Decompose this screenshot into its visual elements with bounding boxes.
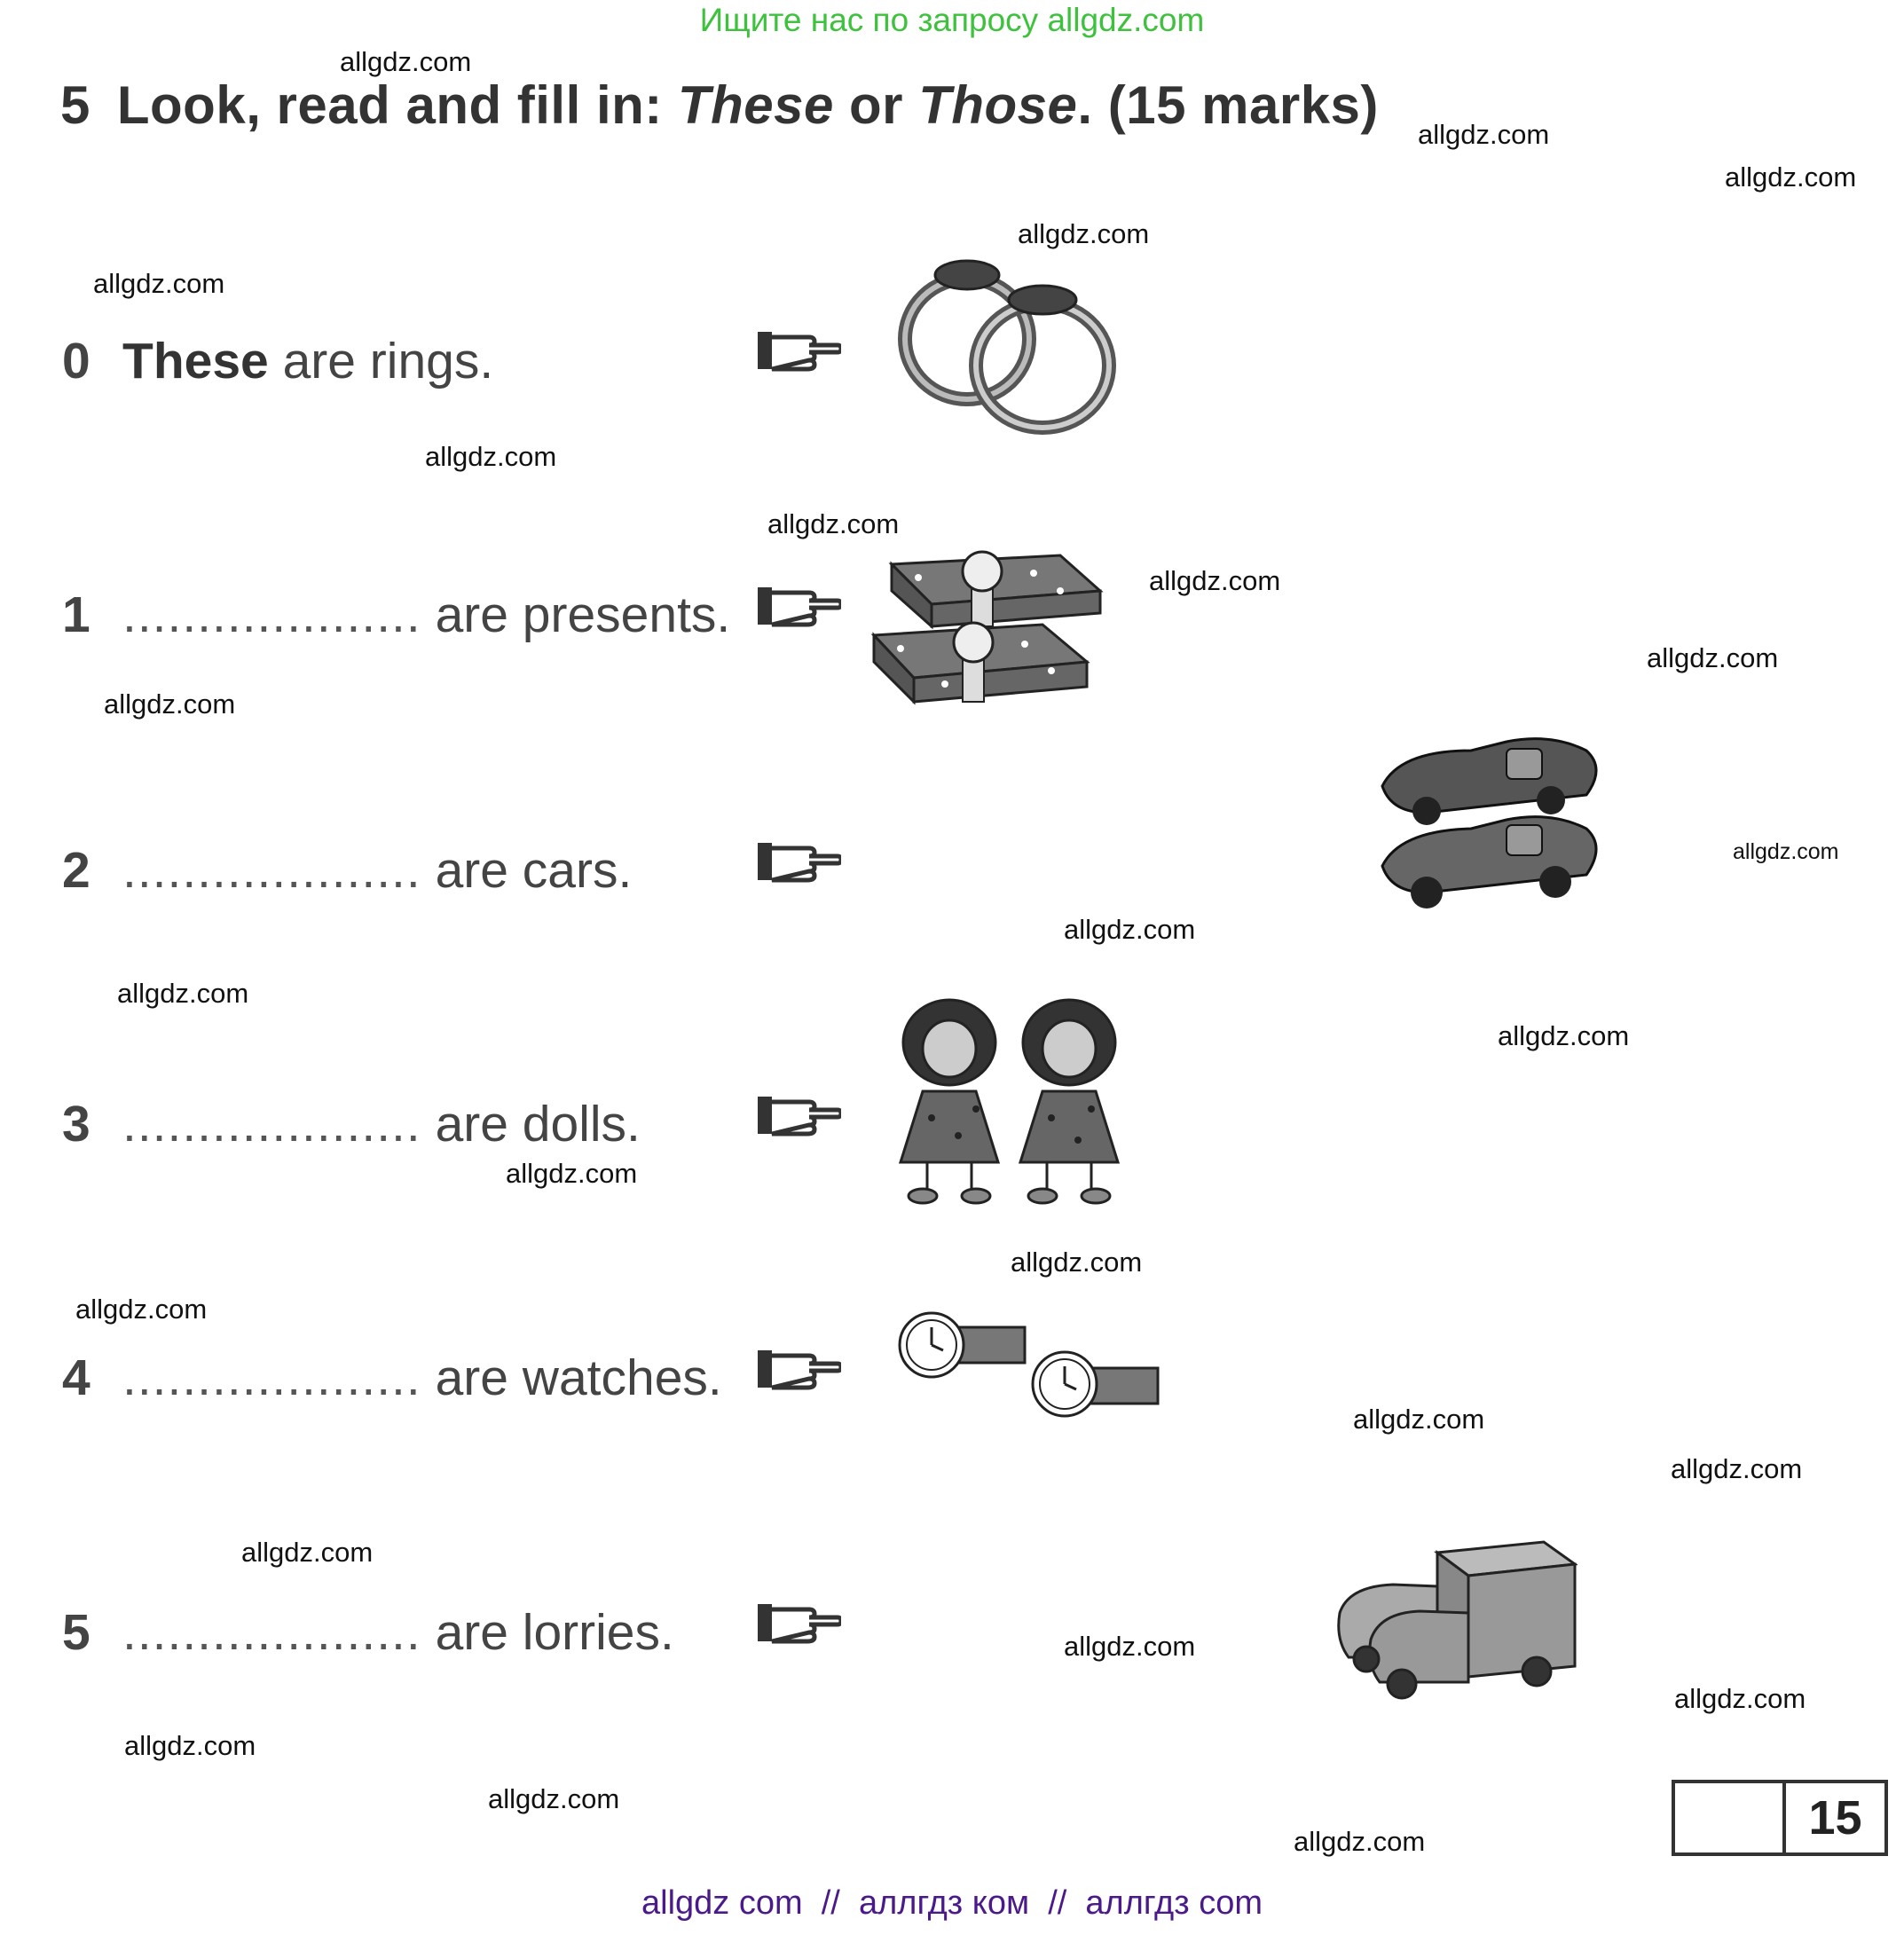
row-number: 4: [62, 1349, 90, 1406]
watermark: allgdz.com: [506, 1158, 638, 1189]
top-banner: Ищите нас по запросу allgdz.com: [699, 2, 1205, 38]
row-number: 0: [62, 333, 90, 389]
lorries-picture: [1331, 1533, 1577, 1702]
watermark: allgdz.com: [1647, 642, 1779, 673]
watermark: allgdz.com: [1725, 161, 1857, 193]
answer-blank[interactable]: ....................: [122, 1096, 421, 1152]
watermark: allgdz.com: [1733, 839, 1839, 864]
task-title-end: . (15 marks): [1077, 75, 1379, 135]
task-title-or: or: [833, 75, 919, 135]
watermark: allgdz.com: [93, 268, 225, 299]
row-text: are lorries.: [421, 1604, 674, 1661]
watermark: allgdz.com: [1353, 1404, 1485, 1435]
watermark: allgdz.com: [241, 1537, 374, 1568]
row-text: are rings.: [268, 333, 494, 389]
task-title-those: Those: [918, 75, 1078, 135]
bottom-banner: allgdz com // аллгдз ком // аллгдз com: [641, 1884, 1263, 1922]
watches-picture: [892, 1306, 1167, 1421]
watermark: allgdz.com: [104, 688, 236, 720]
score-box: [1672, 1780, 1888, 1856]
watermark: allgdz.com: [767, 508, 900, 539]
pointing-hand-icon: [756, 836, 841, 889]
watermark: allgdz.com: [1294, 1826, 1426, 1857]
watermark: allgdz.com: [488, 1783, 620, 1814]
watermark: allgdz.com: [1418, 119, 1550, 150]
exercise-row-4: [62, 1349, 722, 1407]
watermark: allgdz.com: [1671, 1453, 1803, 1484]
row-text: are cars.: [421, 842, 633, 899]
rings-picture: [896, 250, 1127, 438]
task-title: [60, 75, 1379, 136]
answer-blank[interactable]: ....................: [122, 1604, 421, 1661]
answer-blank[interactable]: ....................: [122, 842, 421, 899]
row-number: 5: [62, 1604, 90, 1661]
exercise-row-1: [62, 586, 730, 644]
watermark: allgdz.com: [1064, 1631, 1196, 1662]
presents-picture: [865, 538, 1105, 706]
row-number: 1: [62, 586, 90, 643]
answer-blank[interactable]: ....................: [122, 586, 421, 643]
pointing-hand-icon: [756, 325, 841, 378]
watermark: allgdz.com: [117, 978, 249, 1009]
watermark: allgdz.com: [1064, 914, 1196, 945]
pointing-hand-icon: [756, 1343, 841, 1396]
row-number: 2: [62, 842, 90, 899]
row-text: are presents.: [421, 586, 731, 643]
example-answer: These: [122, 333, 269, 389]
watermark: allgdz.com: [124, 1730, 256, 1761]
watermark: allgdz.com: [425, 441, 557, 472]
pointing-hand-icon: [756, 1597, 841, 1650]
exercise-row-2: [62, 841, 632, 900]
watermark: allgdz.com: [1011, 1247, 1143, 1278]
task-title-these: These: [677, 75, 834, 135]
task-title-start: Look, read and fill in:: [116, 75, 678, 135]
watermark: allgdz.com: [1018, 218, 1150, 249]
answer-blank[interactable]: ....................: [122, 1349, 421, 1406]
pointing-hand-icon: [756, 580, 841, 633]
exercise-row-3: [62, 1095, 641, 1153]
exercise-row-0: [62, 332, 493, 390]
watermark: allgdz.com: [1498, 1020, 1630, 1051]
total-marks: 15: [1808, 1791, 1862, 1845]
watermark: allgdz.com: [340, 46, 472, 77]
task-number: 5: [60, 75, 90, 135]
watermark: allgdz.com: [75, 1294, 208, 1325]
cars-picture: [1373, 733, 1604, 921]
row-text: are dolls.: [421, 1096, 641, 1152]
exercise-row-5: [62, 1603, 674, 1662]
watermark: allgdz.com: [1149, 565, 1281, 596]
row-number: 3: [62, 1096, 90, 1152]
row-text: are watches.: [421, 1349, 722, 1406]
pointing-hand-icon: [756, 1089, 841, 1143]
dolls-picture: [878, 994, 1145, 1207]
watermark: allgdz.com: [1674, 1683, 1806, 1714]
